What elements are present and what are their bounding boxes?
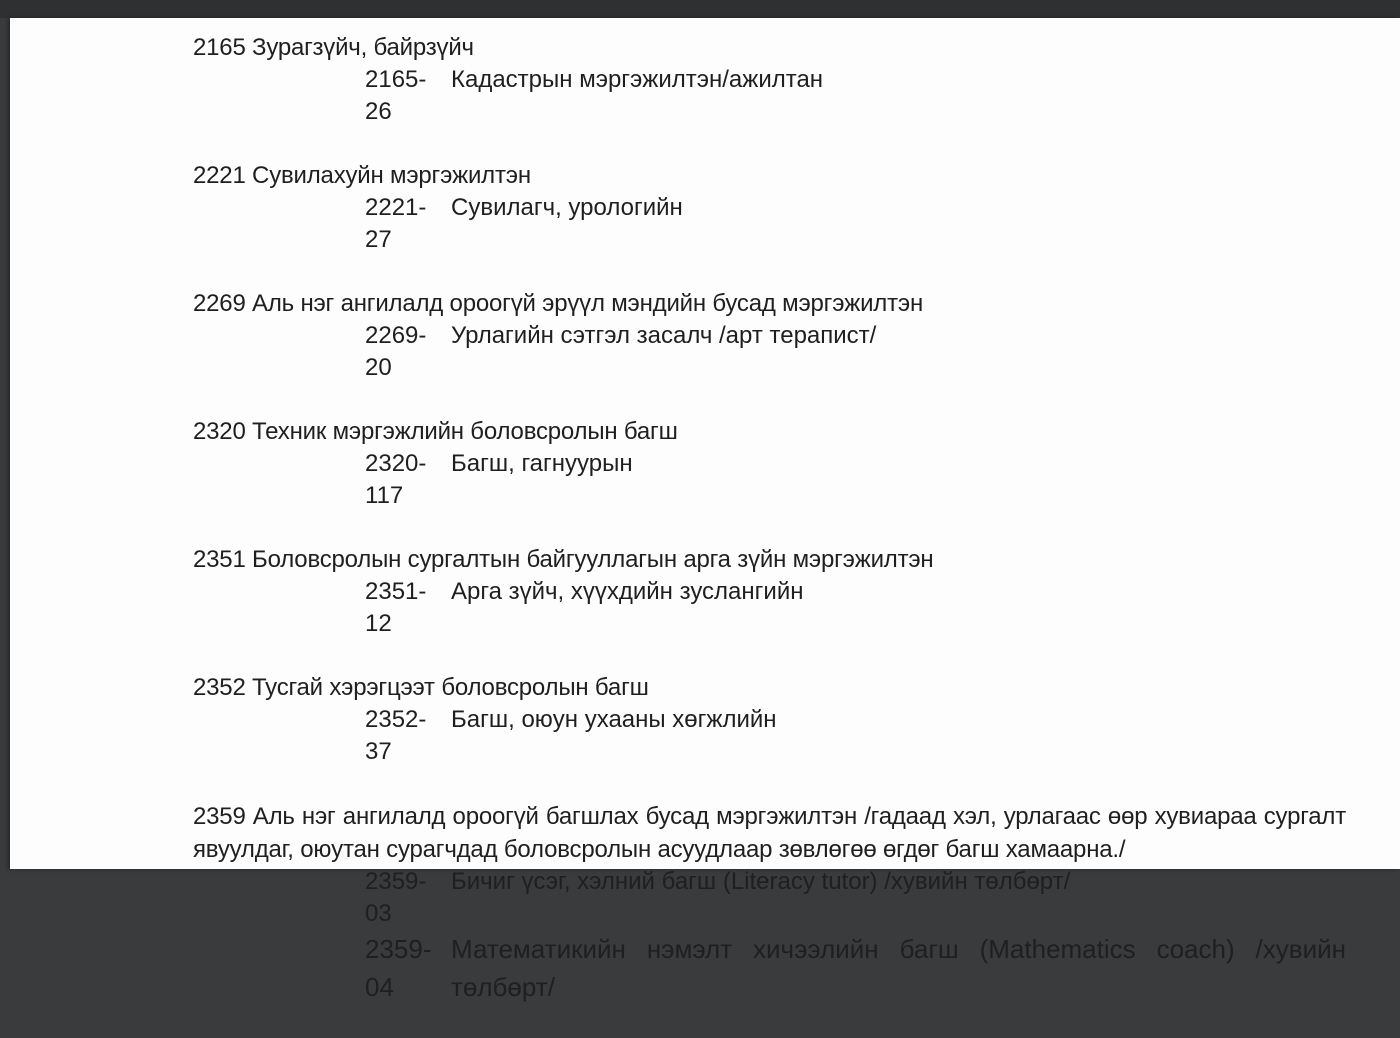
occupation-group (193, 672, 1346, 768)
occupation-title: Багш, гагнуурын (451, 450, 633, 477)
occupation-code: 2221-27 (365, 194, 427, 253)
occupation-title: Кадастрын мэргэжилтэн/ажилтан (451, 66, 824, 93)
occupation-title: Арга зүйч, хүүхдийн зуслангийн (451, 578, 804, 605)
group-heading: 2351 Боловсролын сургалтын байгууллагын арга зүйн мэргэжилтэн (193, 546, 934, 573)
occupation-group (193, 544, 1346, 640)
occupation-code: 2165-26 (365, 66, 427, 125)
occupation-entry (193, 576, 1346, 640)
occupation-title: Багш, оюун ухааны хөгжлийн (451, 706, 777, 733)
occupation-code: 2352-37 (365, 706, 427, 765)
occupation-title: Сувилагч, урологийн (451, 194, 683, 221)
group-heading: 2359 Аль нэг ангилалд ороогүй багшлах бусад мэргэжилтэн /гадаад хэл, урлагаас өөр хувиараа сургалт явуулдаг, оюутан сурагчдад боловсролын асуудлаар зөвлөгөө өгдөг багш хамаарна./ (193, 803, 1346, 863)
occupation-entry (193, 704, 1346, 768)
group-heading: 2320 Техник мэргэжлийн боловсролын багш (193, 418, 678, 445)
group-heading: 2352 Тусгай хэрэгцээт боловсролын багш (193, 674, 649, 701)
occupation-group (193, 800, 1346, 1006)
document-page (10, 18, 1400, 1002)
occupation-entry (193, 930, 1346, 1006)
group-heading: 2165 Зурагзүйч, байрзүйч (193, 34, 474, 61)
occupation-code: 2359-04 (365, 934, 432, 1002)
occupation-title: Математикийн нэмэлт хичээлийн багш (Mathematics coach) /хувийн төлбөрт/ (451, 934, 1346, 1002)
viewer-top-bar (0, 0, 1400, 18)
group-heading: 2269 Аль нэг ангилалд ороогүй эрүүл мэндийн бусад мэргэжилтэн (193, 290, 923, 317)
document-content (193, 32, 1346, 1038)
group-heading: 2221 Сувилахуйн мэргэжилтэн (193, 162, 531, 189)
occupation-code: 2359-03 (365, 868, 427, 927)
occupation-title: Урлагийн сэтгэл засалч /арт терапист/ (451, 322, 877, 349)
occupation-group (193, 288, 1346, 384)
occupation-group (193, 32, 1346, 128)
occupation-entry (193, 192, 1346, 256)
occupation-group (193, 416, 1346, 512)
occupation-title: Бичиг үсэг, хэлний багш (Literacy tutor) /хувийн төлбөрт/ (451, 868, 1071, 895)
occupation-entry (193, 64, 1346, 128)
occupation-entry (193, 320, 1346, 384)
occupation-code: 2320-117 (365, 450, 427, 509)
occupation-entry (193, 448, 1346, 512)
occupation-code: 2351-12 (365, 578, 427, 637)
occupation-code: 2269-20 (365, 322, 427, 381)
occupation-entry (193, 866, 1346, 930)
occupation-group (193, 160, 1346, 256)
